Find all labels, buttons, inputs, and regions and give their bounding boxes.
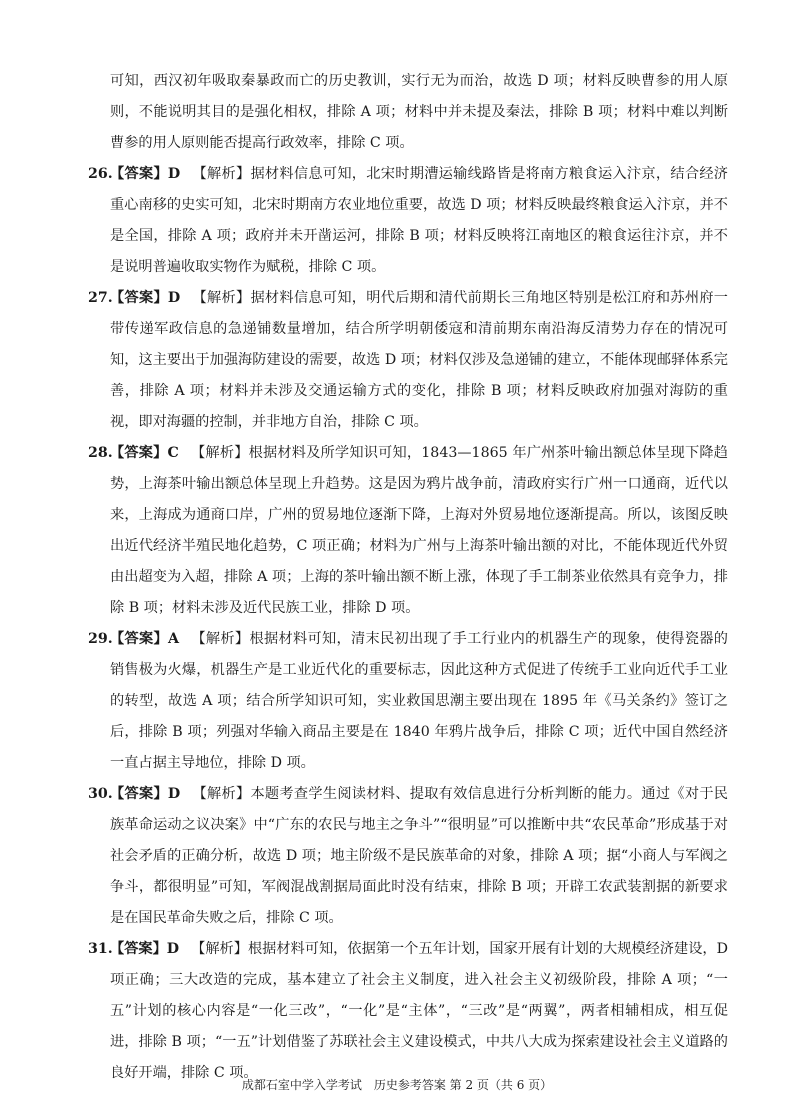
- answer-label: 【答案】D: [110, 786, 181, 802]
- item-number: 29.: [88, 631, 113, 647]
- analysis-label: 【解析】: [191, 941, 248, 957]
- answer-item-28: [88, 438, 728, 624]
- page-footer: 成都石室中学入学考试 历史参考答案 第 2 页（共 6 页）: [241, 1078, 553, 1092]
- analysis-label: 【解析】: [191, 631, 250, 647]
- item-number: 31.: [88, 941, 113, 957]
- analysis-label: 【解析】: [190, 445, 249, 461]
- item-number: 28.: [88, 445, 113, 461]
- analysis-text: 据材料信息可知，北宋时期漕运输线路皆是将南方粮食运入汴京，结合经济重心南移的史实可知，北宋时期南方农业地位重要，故选 D 项；材料反映最终粮食运入汴京，并不是全国，排除 A 项；政府并未开凿运河，排除 B 项；材料反映将江南地区的粮食运往汴京，并不是说明普遍收取实物作为赋税，排除 C 项。: [110, 166, 728, 275]
- answer-label: 【答案】D: [110, 166, 181, 182]
- answer-label: 【答案】D: [110, 941, 180, 957]
- answer-label: 【答案】C: [110, 445, 179, 461]
- item-number: 26.: [88, 166, 113, 182]
- analysis-label: 【解析】: [192, 290, 251, 306]
- analysis-text: 根据材料及所学知识可知，1843—1865 年广州茶叶输出额总体呈现下降趋势，上海茶叶输出额总体呈现上升趋势。这是因为鸦片战争前，清政府实行广州一口通商，近代以来，上海成为通商口岸，广州的贸易地位逐渐下降，上海对外贸易地位逐渐提高。所以，该图反映出近代经济半殖民地化趋势，C 项正确；材料为广州与上海茶叶输出额的对比，不能体现近代外贸由出超变为入超，排除 A 项；上海的茶叶输出额不断上涨，体现了手工制茶业依然具有竞争力，排除 B 项；材料未涉及近代民族工业，排除 D 项。: [110, 445, 728, 616]
- analysis-text: 根据材料可知，依据第一个五年计划，国家开展有计划的大规模经济建设，D 项正确；三大改造的完成，基本建立了社会主义制度，进入社会主义初级阶段，排除 A 项；“一五”计划的核心内容是“一化三改”，“一化”是“主体”，“三改”是“两翼”，两者相辅相成，相互促进，排除 B 项；“一五”计划借鉴了苏联社会主义建设模式，中共八大成为探索建设社会主义道路的良好开端，排除 C 项。: [110, 941, 728, 1081]
- answer-item-31: [88, 934, 728, 1089]
- analysis-text: 本题考查学生阅读材料、提取有效信息进行分析判断的能力。通过《对于民族革命运动之议决案》中“广东的农民与地主之争斗”“很明显”可以推断中共“农民革命”形成基于对社会矛盾的正确分析，故选 D 项；地主阶级不是民族革命的对象，排除 A 项；据“小商人与军阀之争斗，都很明显”可知，军阀混战割据局面此时没有结束，排除 B 项；开辟工农武装割据的新要求是在国民革命失败之后，排除 C 项。: [110, 786, 728, 926]
- analysis-text: 根据材料可知，清末民初出现了手工行业内的机器生产的现象，使得瓷器的销售极为火爆，机器生产是工业近代化的重要标志，因此这种方式促进了传统手工业向近代手工业的转型，故选 A 项；结合所学知识可知，实业救国思潮主要出现在 1895 年《马关条约》签订之后，排除 B 项；列强对华输入商品主要是在 1840 年鸦片战争后，排除 C 项；近代中国自然经济一直占据主导地位，排除 D 项。: [110, 631, 728, 771]
- answer-item-26: [88, 159, 728, 283]
- analysis-label: 【解析】: [192, 786, 251, 802]
- answer-item-30: [88, 779, 728, 934]
- analysis-text: 据材料信息可知，明代后期和清代前期长三角地区特别是松江府和苏州府一带传递军政信息的急递铺数量增加，结合所学明朝倭寇和清前期东南沿海反清势力存在的情况可知，这主要出于加强海防建设的需要，故选 D 项；材料仅涉及急递铺的建立，不能体现邮驿体系完善，排除 A 项；材料并未涉及交通运输方式的变化，排除 B 项；材料反映政府加强对海防的重视，即对海疆的控制，并非地方自治，排除 C 项。: [110, 290, 728, 430]
- item-number: 30.: [88, 786, 113, 802]
- item-number: 27.: [88, 290, 113, 306]
- answer-label: 【答案】D: [110, 290, 181, 306]
- answer-item-27: [88, 283, 728, 438]
- answer-label: 【答案】A: [110, 631, 180, 647]
- intro-paragraph: 可知，西汉初年吸取秦暴政而亡的历史教训，实行无为而治，故选 D 项；材料反映曹参的用人原则，不能说明其目的是强化相权，排除 A 项；材料中并未提及秦法，排除 B 项；材料中难以判断曹参的用人原则能否提高行政效率，排除 C 项。: [110, 73, 728, 151]
- answer-item-29: [88, 624, 728, 779]
- answer-content: [88, 66, 728, 1089]
- analysis-label: 【解析】: [192, 166, 251, 182]
